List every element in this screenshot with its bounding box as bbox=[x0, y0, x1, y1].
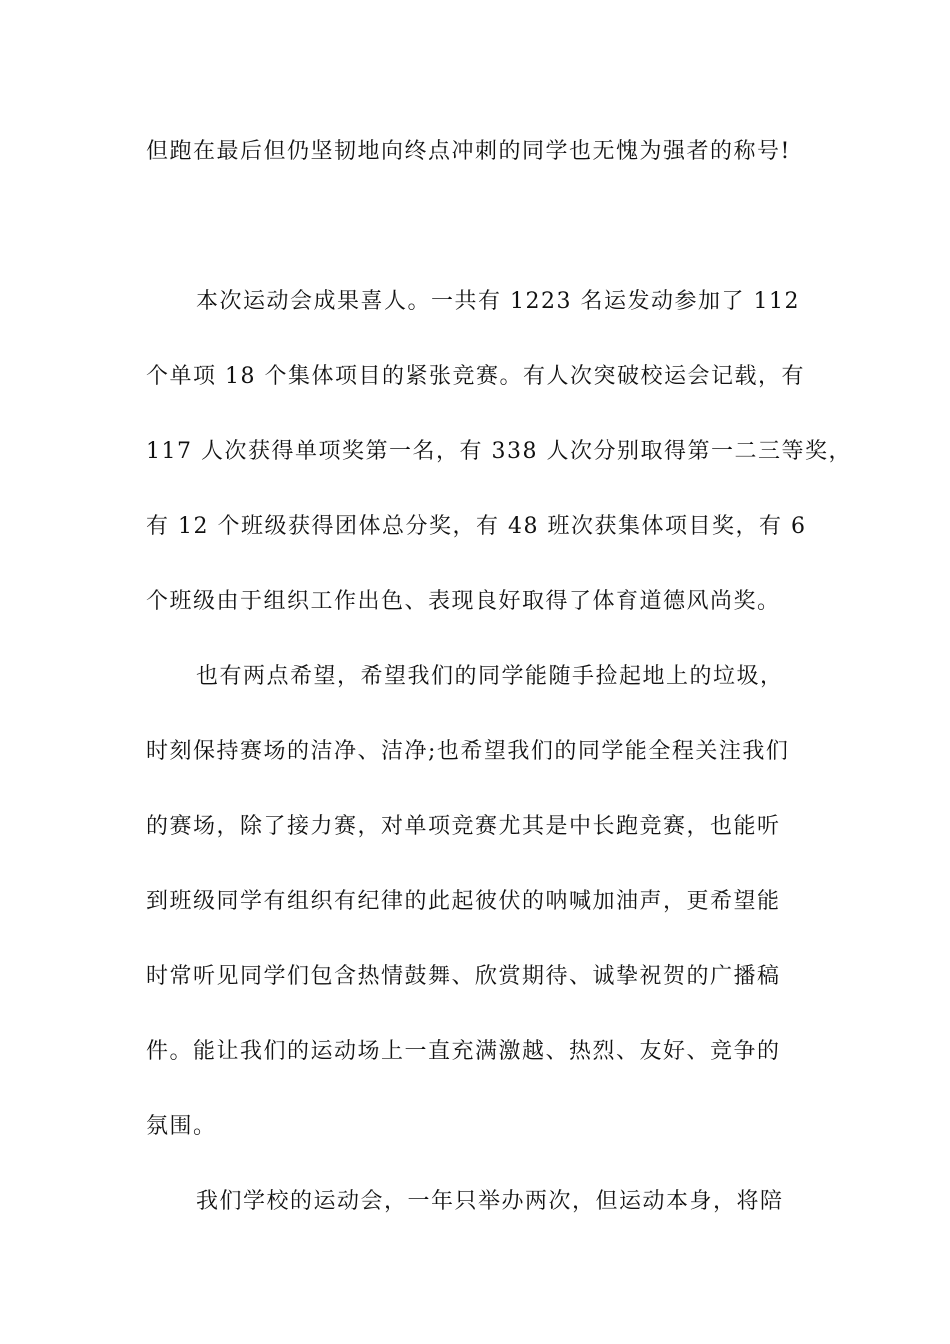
text-line-3: 个单项 18 个集体项目的紧张竞赛。有人次突破校运会记载，有 bbox=[146, 364, 805, 389]
text-line-8: 时刻保持赛场的洁净、洁净;也希望我们的同学能全程关注我们 bbox=[146, 739, 790, 764]
text-line-11: 时常听见同学们包含热情鼓舞、欣赏期待、诚挚祝贺的广播稿 bbox=[146, 964, 781, 989]
text-line-14: 我们学校的运动会，一年只举办两次，但运动本身，将陪 bbox=[196, 1189, 784, 1214]
text-line-7: 也有两点希望，希望我们的同学能随手捡起地上的垃圾， bbox=[196, 664, 784, 689]
text-line-12: 件。能让我们的运动场上一直充满激越、热烈、友好、竞争的 bbox=[146, 1039, 781, 1064]
text-line-4: 117 人次获得单项奖第一名，有 338 人次分别取得第一二三等奖， bbox=[146, 439, 852, 464]
text-line-13: 氛围。 bbox=[146, 1114, 217, 1139]
text-line-10: 到班级同学有组织有纪律的此起彼伏的呐喊加油声，更希望能 bbox=[146, 889, 781, 914]
text-line-9: 的赛场，除了接力赛，对单项竞赛尤其是中长跑竞赛，也能听 bbox=[146, 814, 781, 839]
text-line-1: 但跑在最后但仍坚韧地向终点冲刺的同学也无愧为强者的称号! bbox=[146, 139, 791, 164]
text-line-5: 有 12 个班级获得团体总分奖，有 48 班次获集体项目奖，有 6 bbox=[146, 514, 807, 539]
text-line-2: 本次运动会成果喜人。一共有 1223 名运发动参加了 112 bbox=[196, 289, 800, 314]
text-line-6: 个班级由于组织工作出色、表现良好取得了体育道德风尚奖。 bbox=[146, 589, 781, 614]
